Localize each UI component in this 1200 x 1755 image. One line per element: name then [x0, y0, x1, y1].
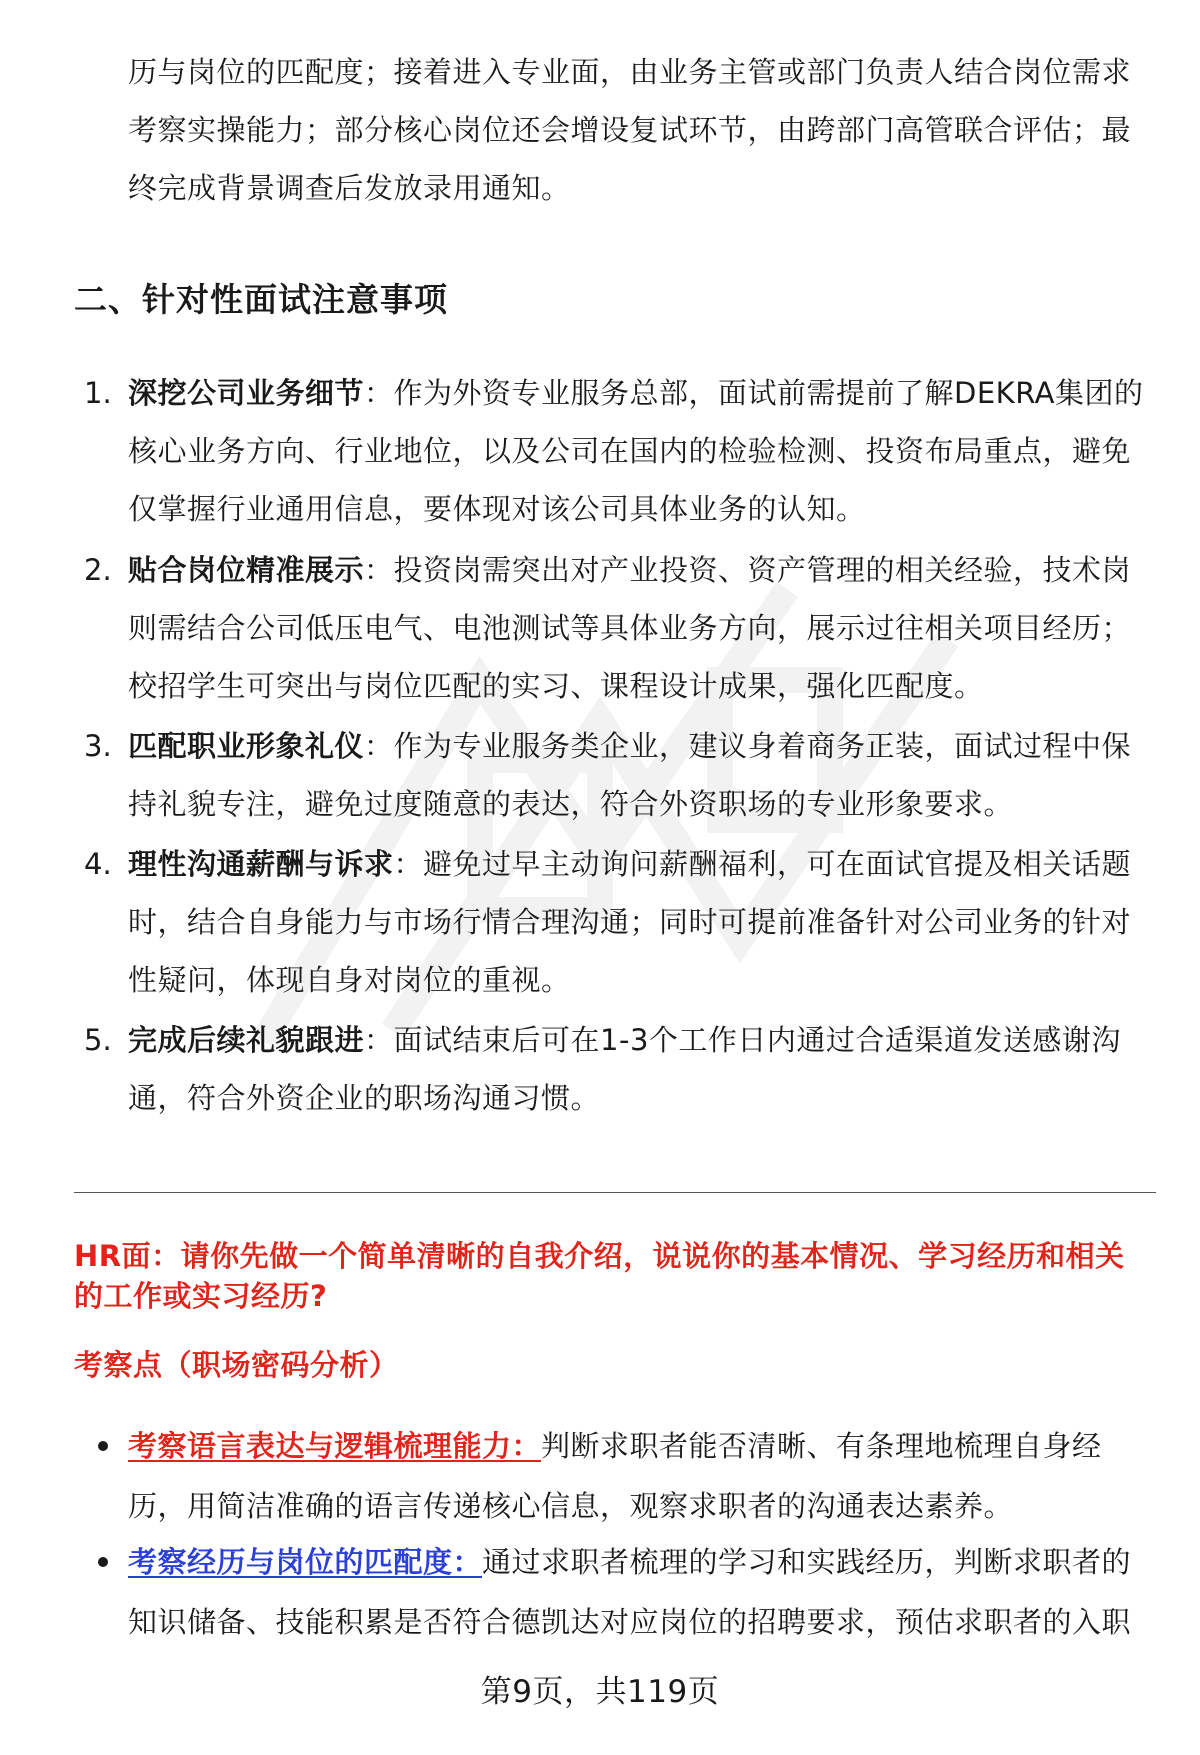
intro-line: 历与岗位的匹配度；接着进入专业面，由业务主管或部门负责人结合岗位需求 [128, 55, 1132, 89]
list-number: 3. [84, 729, 112, 763]
list-item-first-line [128, 550, 1131, 590]
list-item-text: 作为专业服务类企业，建议身着商务正装，面试过程中保 [393, 729, 1132, 763]
list-item-title: 贴合岗位精准展示 [128, 553, 365, 587]
list-item-line: 核心业务方向、行业地位，以及公司在国内的检验检测、投资布局重点，避免 [128, 434, 1132, 468]
intro-line: 考察实操能力；部分核心岗位还会增设复试环节，由跨部门高管联合评估；最 [128, 113, 1132, 147]
list-number: 2. [84, 553, 112, 587]
list-number: 5. [84, 1023, 112, 1057]
bullet-text: 通过求职者梳理的学习和实践经历，判断求职者的 [482, 1545, 1132, 1579]
list-item-line: 仅掌握行业通用信息，要体现对该公司具体业务的认知。 [128, 492, 866, 526]
list-item-line: 则需结合公司低压电气、电池测试等具体业务方向，展示过往相关项目经历； [128, 611, 1132, 645]
list-item-line: 时，结合自身能力与市场行情合理沟通；同时可提前准备针对公司业务的针对 [128, 905, 1132, 939]
list-item-text: 作为外资专业服务总部，面试前需提前了解DEKRA集团的 [393, 376, 1144, 410]
list-item-text: 面试结束后可在1-3个工作日内通过合适渠道发送感谢沟 [393, 1023, 1121, 1057]
list-item-first-line [128, 726, 1131, 766]
intro-line: 终完成背景调查后发放录用通知。 [128, 171, 571, 205]
bullet-first-line [128, 1542, 1131, 1582]
list-item-colon: ： [393, 847, 424, 881]
list-item-title: 匹配职业形象礼仪 [128, 729, 365, 763]
list-number: 4. [84, 847, 112, 881]
hr-question-line: 的工作或实习经历? [74, 1279, 328, 1313]
list-item-colon: ： [364, 729, 394, 763]
bullet-text: 判断求职者能否清晰、有条理地梳理自身经 [541, 1429, 1102, 1463]
list-item-line: 持礼貌专注，避免过度随意的表达，符合外资职场的专业形象要求。 [128, 787, 1014, 821]
list-item-title: 理性沟通薪酬与诉求 [128, 847, 394, 881]
list-item-first-line [128, 373, 1144, 413]
list-item-colon: ： [364, 1023, 394, 1057]
list-item-first-line [128, 1020, 1121, 1060]
bullet-dot [98, 1441, 108, 1451]
section-heading: 二、针对性面试注意事项 [74, 280, 448, 319]
list-item-title: 完成后续礼貌跟进 [128, 1023, 365, 1057]
bullet-first-line [128, 1426, 1102, 1466]
section-divider [74, 1192, 1156, 1193]
list-item-first-line [128, 844, 1131, 884]
list-item-line: 通，符合外资企业的职场沟通习惯。 [128, 1081, 601, 1115]
hr-question-line: HR面：请你先做一个简单清晰的自我介绍，说说你的基本情况、学习经历和相关 [74, 1239, 1125, 1273]
list-item-line: 校招学生可突出与岗位匹配的实习、课程设计成果，强化匹配度。 [128, 669, 984, 703]
list-item-colon: ： [364, 553, 394, 587]
bullet-dot [98, 1557, 108, 1567]
list-item-colon: ： [364, 376, 394, 410]
bullet-title-link[interactable]: 考察语言表达与逻辑梳理能力： [128, 1429, 542, 1463]
list-item-text: 投资岗需突出对产业投资、资产管理的相关经验，技术岗 [393, 553, 1132, 587]
list-item-text: 避免过早主动询问薪酬福利，可在面试官提及相关话题 [423, 847, 1132, 881]
bullet-line: 历，用简洁准确的语言传递核心信息，观察求职者的沟通表达素养。 [128, 1489, 1014, 1523]
list-number: 1. [84, 376, 112, 410]
list-item-line: 性疑问，体现自身对岗位的重视。 [128, 963, 571, 997]
bullet-line: 知识储备、技能积累是否符合德凯达对应岗位的招聘要求，预估求职者的入职 [128, 1605, 1132, 1639]
assessment-subheading: 考察点（职场密码分析） [74, 1348, 399, 1382]
bullet-title-link[interactable]: 考察经历与岗位的匹配度： [128, 1545, 483, 1579]
page-footer: 第9页，共119页 [480, 1674, 720, 1710]
list-item-title: 深挖公司业务细节 [128, 376, 365, 410]
